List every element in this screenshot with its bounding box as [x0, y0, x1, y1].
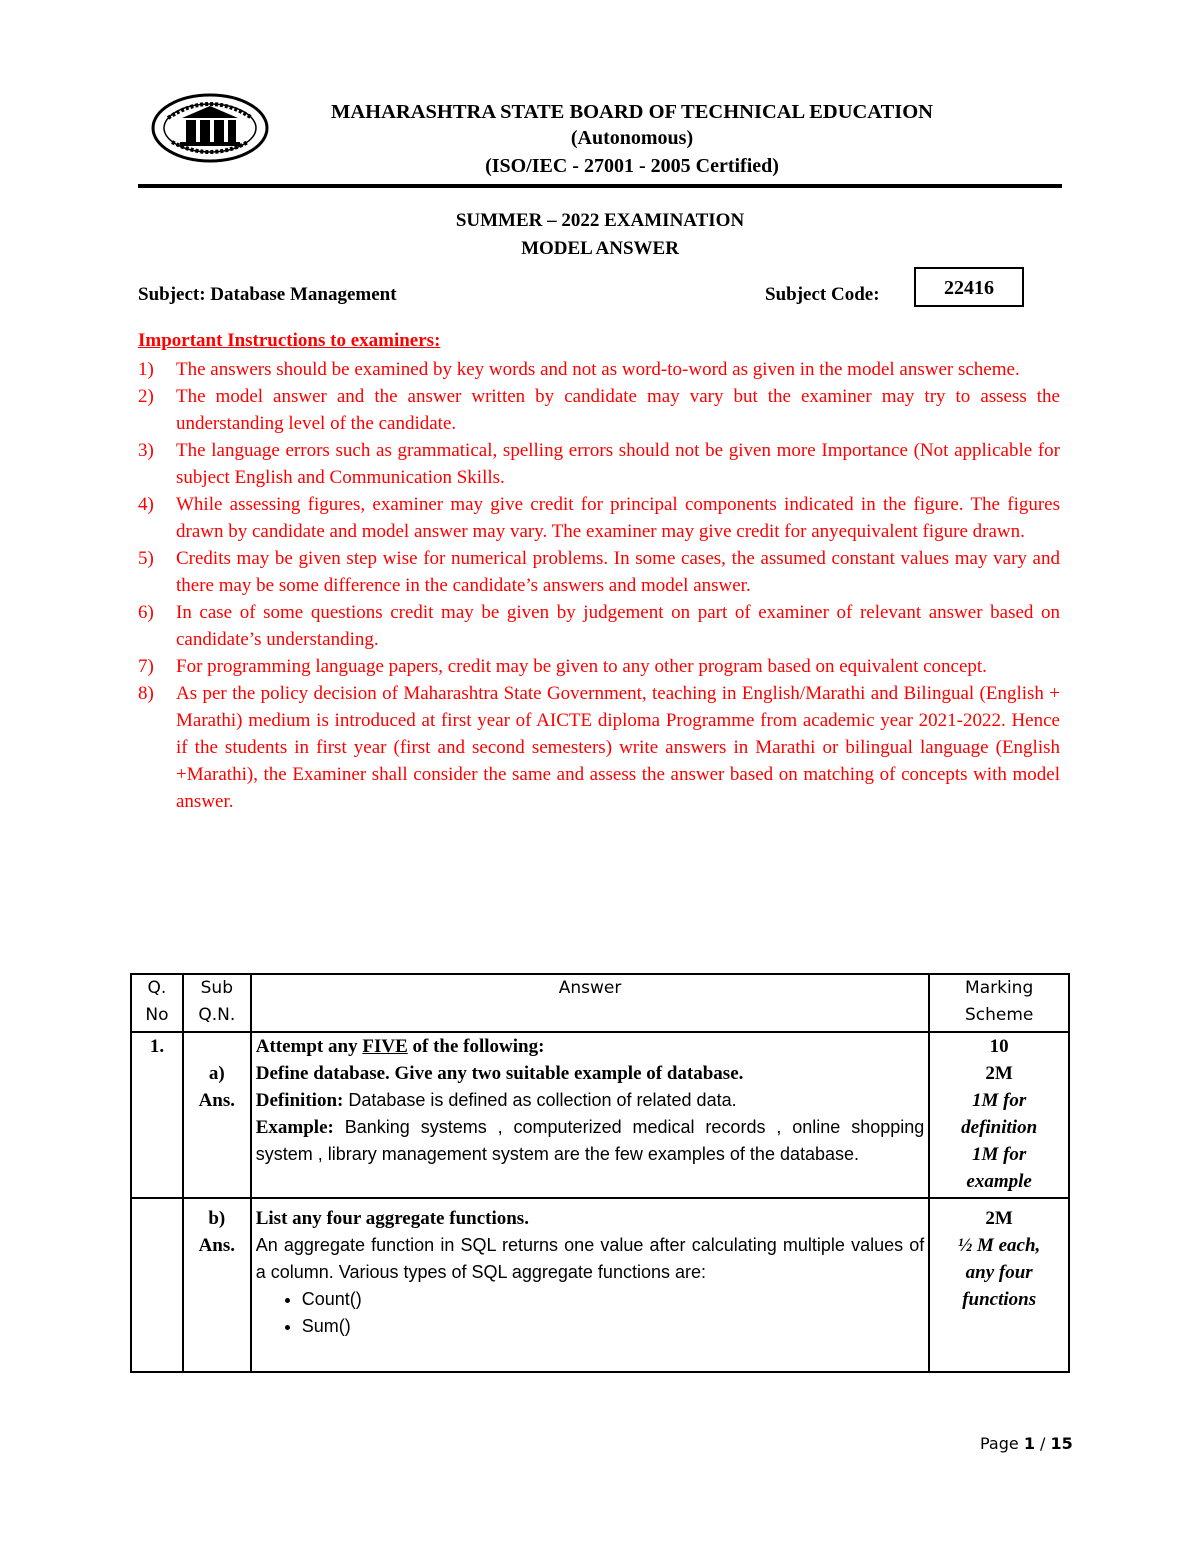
- marking-cell: [929, 1198, 1069, 1372]
- total-marks: 10: [989, 1036, 1009, 1057]
- page-number: Page 1 / 15: [980, 1434, 1073, 1453]
- instruction-item: 6) In case of some questions credit may be given by judgement on part of examiner of relevant answer based on candidate’s understanding.: [138, 602, 1060, 650]
- doc-type: MODEL ANSWER: [521, 238, 679, 259]
- table-header-row: [131, 974, 1069, 1032]
- question-number: [131, 1198, 183, 1372]
- instruction-item: 3) The language errors such as grammatical, spelling errors should not be given more Importance (Not applicable for subject English and Communication Skills.: [138, 440, 1060, 488]
- scheme-text: example: [966, 1171, 1032, 1192]
- instruction-item: 4) While assessing figures, examiner may give credit for principal components indicated in the figure. The figures drawn by candidate and model answer may vary. The examiner may give credit for anyequivalent figure drawn.: [138, 494, 1060, 542]
- instruction-item: 2) The model answer and the answer written by candidate may vary but the examiner may try to assess the understanding level of the candidate.: [138, 386, 1060, 434]
- header-answer: Answer: [251, 974, 930, 1032]
- msbte-seal-icon: [150, 92, 270, 164]
- sub-question-label: b) Ans.: [183, 1198, 251, 1372]
- list-item: • Count(): [302, 1286, 925, 1313]
- autonomous-label: (Autonomous): [570, 127, 694, 149]
- question-instruction: Attempt any FIVE of the following:: [255, 1036, 545, 1057]
- answer-cell: [251, 1198, 930, 1372]
- scheme-text: 1M for: [971, 1144, 1027, 1165]
- example-text: Example: Banking systems , computerized medical records , online shopping system , library management system are the few examples of the database.: [255, 1117, 925, 1164]
- instruction-item: 7) For programming language papers, credit may be given to any other program based on equivalent concept.: [138, 656, 987, 677]
- instruction-item: 8) As per the policy decision of Maharashtra State Government, teaching in English/Marathi and Bilingual (English + Marathi) medium is introduced at first year of AICTE diploma Programme from academic year 2021-2022. Hence if the students in first year (first and second semesters) write answers in Marathi or bilingual language (English +Marathi), the Examiner shall consider the same and assess the answer based on matching of concepts with model answer.: [138, 683, 1060, 812]
- header-q-no: Q. No: [131, 974, 183, 1032]
- scheme-text: 1M for: [971, 1090, 1027, 1111]
- answer-cell: [251, 1032, 930, 1198]
- function-list: [256, 1286, 925, 1340]
- question-marks: 2M: [985, 1063, 1013, 1084]
- scheme-text: definition: [961, 1117, 1038, 1138]
- subject-code-box: 22416: [914, 267, 1024, 307]
- instructions-list: [138, 356, 1060, 815]
- header-marking-scheme: Marking Scheme: [929, 974, 1069, 1032]
- scheme-text: any four: [965, 1262, 1033, 1283]
- list-item: • Sum(): [302, 1313, 925, 1340]
- instructions-heading: Important Instructions to examiners:: [138, 330, 441, 351]
- scheme-text: ½ M each,: [957, 1235, 1041, 1256]
- subject-code-label: Subject Code:: [765, 284, 880, 305]
- table-row: [131, 1032, 1069, 1198]
- instruction-item: 1) The answers should be examined by key words and not as word-to-word as given in the model answer scheme.: [138, 359, 1020, 380]
- answer-table: [130, 973, 1070, 1373]
- board-title: MAHARASHTRA STATE BOARD OF TECHNICAL EDUCATION: [331, 101, 933, 123]
- question-text: List any four aggregate functions.: [255, 1208, 529, 1229]
- definition-text: Definition: Database is defined as collection of related data.: [255, 1090, 737, 1111]
- sub-question-label: a) Ans.: [183, 1032, 251, 1198]
- scheme-text: functions: [962, 1289, 1037, 1310]
- instruction-item: 5) Credits may be given step wise for numerical problems. In some cases, the assumed constant values may vary and there may be some difference in the candidate’s answers and model answer.: [138, 548, 1060, 596]
- header-divider: [138, 184, 1062, 188]
- marking-cell: [929, 1032, 1069, 1198]
- explanation-text: An aggregate function in SQL returns one value after calculating multiple values of a column. Various types of SQL aggregate functions are:: [255, 1235, 925, 1282]
- question-marks: 2M: [985, 1208, 1013, 1229]
- subject-label: Subject: Database Management: [138, 284, 397, 305]
- table-row: [131, 1198, 1069, 1372]
- certification-label: (ISO/IEC - 27001 - 2005 Certified): [485, 155, 779, 177]
- header-sub-qn: Sub Q.N.: [183, 974, 251, 1032]
- exam-session: SUMMER – 2022 EXAMINATION: [455, 210, 745, 231]
- question-text: Define database. Give any two suitable example of database.: [255, 1063, 744, 1084]
- question-number: 1.: [131, 1032, 183, 1198]
